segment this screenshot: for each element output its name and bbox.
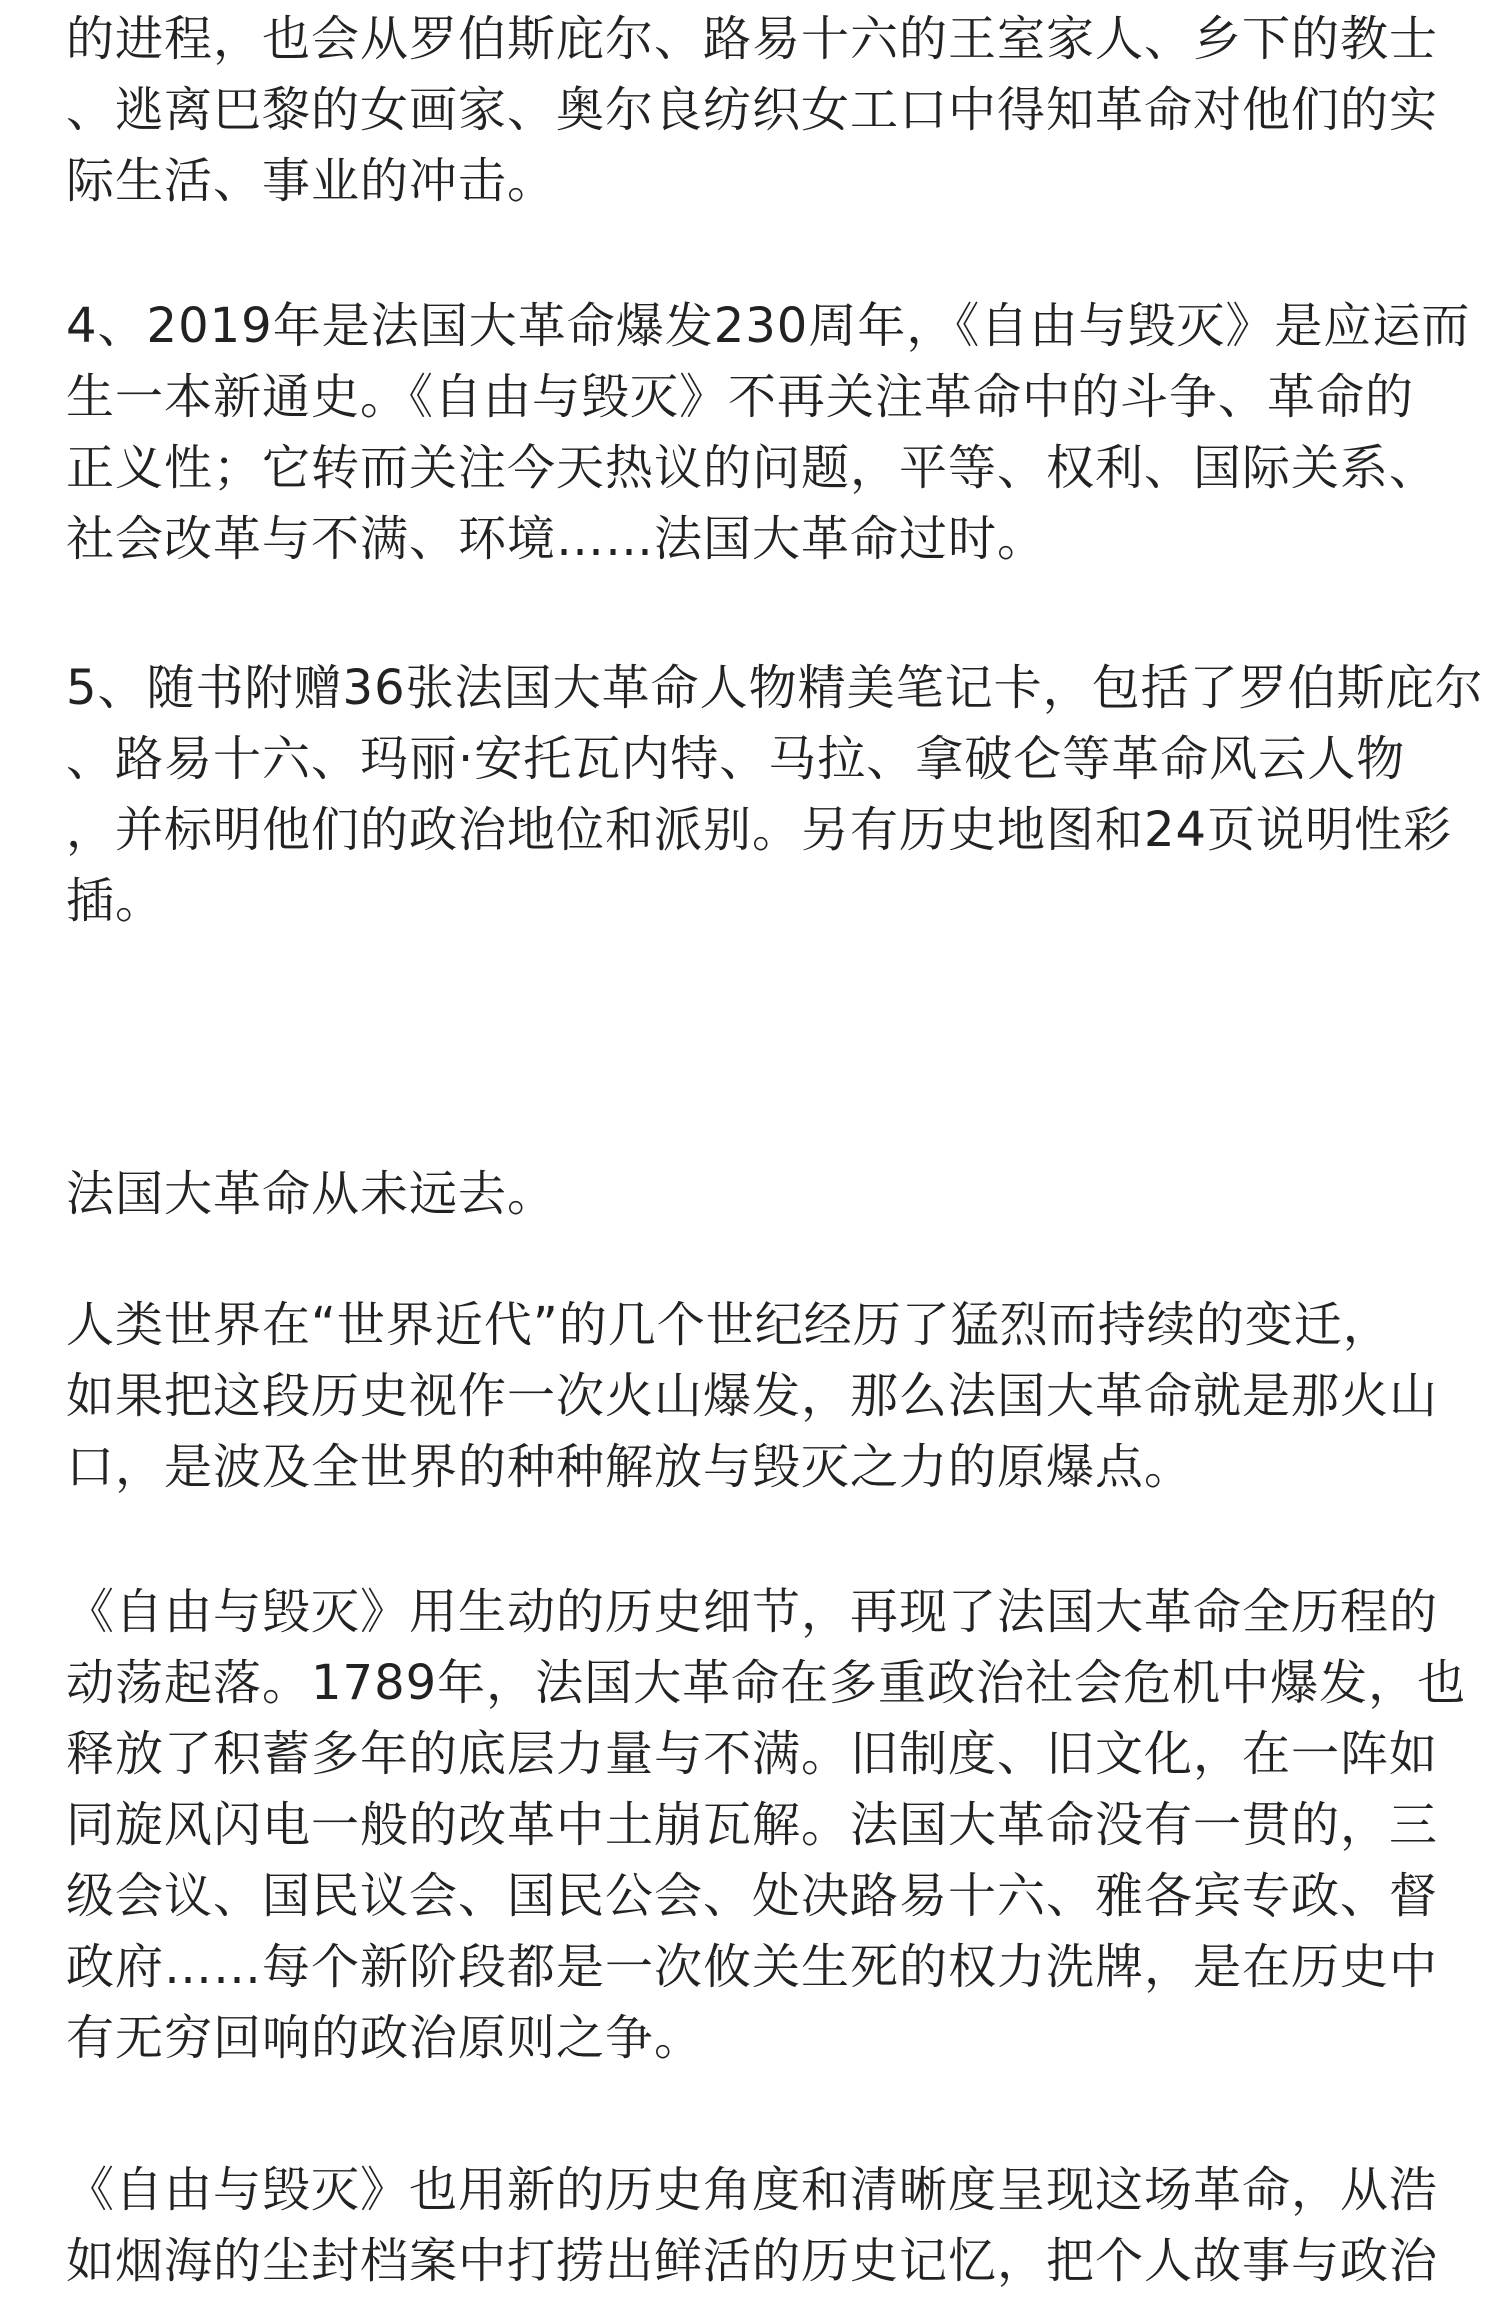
text-line: 政府……每个新阶段都是一次攸关生死的权力洗牌，是在历史中 [66,1939,1439,1995]
text-line: 法国大革命从未远去。 [66,1166,557,1222]
text-line: 际生活、事业的冲击。 [66,153,557,209]
text-line: 、路易十六、玛丽·安托瓦内特、马拉、拿破仑等革命风云人物 [66,731,1406,787]
paragraph-4 [66,1159,556,1230]
text-line: 《自由与毁灭》也用新的历史角度和清晰度呈现这场革命，从浩 [66,2162,1439,2218]
text-line: 的进程，也会从罗伯斯庇尔、路易十六的王室家人、乡下的教士 [66,11,1439,67]
text-line: 4、2019年是法国大革命爆发230周年，《自由与毁灭》是应运而 [66,298,1471,354]
text-line: 如果把这段历史视作一次火山爆发，那么法国大革命就是那火山 [66,1368,1439,1424]
paragraph-3 [66,653,1484,937]
text-line: 同旋风闪电一般的改革中土崩瓦解。法国大革命没有一贯的，三 [66,1797,1439,1853]
paragraph-2 [66,291,1470,575]
paragraph-5 [66,1290,1438,1503]
text-line: 生一本新通史。《自由与毁灭》不再关注革命中的斗争、革命的 [66,369,1415,425]
text-line: 动荡起落。1789年，法国大革命在多重政治社会危机中爆发，也 [66,1655,1467,1711]
text-line: 如烟海的尘封档案中打捞出鲜活的历史记忆，把个人故事与政治 [66,2233,1439,2289]
text-line: 5、随书附赠36张法国大革命人物精美笔记卡，包括了罗伯斯庇尔 [66,660,1484,716]
text-line: ，并标明他们的政治地位和派别。另有历史地图和24页说明性彩 [66,802,1453,858]
text-line: 《自由与毁灭》用生动的历史细节，再现了法国大革命全历程的 [66,1584,1439,1640]
paragraph-1 [66,4,1438,217]
text-line: 有无穷回响的政治原则之争。 [66,2010,704,2066]
text-line: 人类世界在“世界近代”的几个世纪经历了猛烈而持续的变迁， [66,1297,1392,1353]
text-line: 社会改革与不满、环境……法国大革命过时。 [66,511,1047,567]
text-line: 释放了积蓄多年的底层力量与不满。旧制度、旧文化，在一阵如 [66,1726,1439,1782]
paragraph-6 [66,1577,1466,2074]
paragraph-7 [66,2155,1438,2297]
text-line: 、逃离巴黎的女画家、奥尔良纺织女工口中得知革命对他们的实 [66,82,1439,138]
text-line: 口，是波及全世界的种种解放与毁灭之力的原爆点。 [66,1439,1194,1495]
text-line: 插。 [66,873,165,929]
text-line: 级会议、国民议会、国民公会、处决路易十六、雅各宾专政、督 [66,1868,1439,1924]
text-line: 正义性；它转而关注今天热议的问题，平等、权利、国际关系、 [66,440,1439,496]
